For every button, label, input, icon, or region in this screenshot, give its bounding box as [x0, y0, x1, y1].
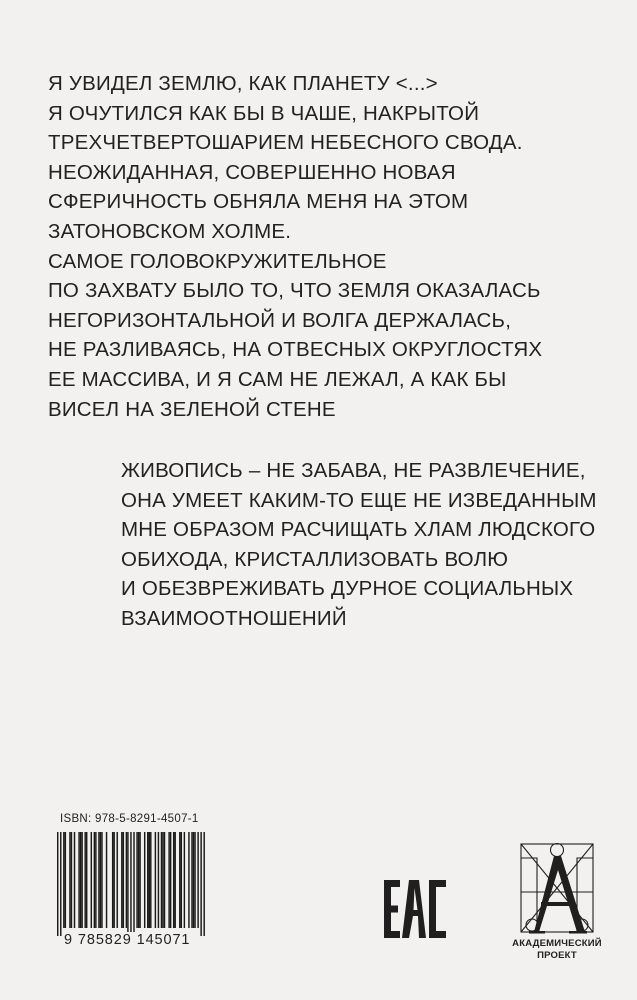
barcode-bar — [133, 832, 134, 936]
barcode-bar — [117, 832, 118, 928]
quote-line: СФЕРИЧНОСТЬ ОБНЯЛА МЕНЯ НА ЭТОМ — [48, 190, 469, 214]
barcode-bar — [168, 832, 169, 928]
barcode-bar — [147, 832, 148, 928]
barcode-bar — [173, 832, 174, 928]
barcode-bar — [74, 832, 75, 928]
barcode-bar — [60, 832, 61, 936]
quote-line: ЕЕ МАССИВА, И Я САМ НЕ ЛЕЖАЛ, А КАК БЫ — [48, 367, 507, 391]
barcode-bar — [162, 832, 163, 928]
barcode-bar — [191, 832, 192, 928]
quote-line: ВИСЕЛ НА ЗЕЛЕНОЙ СТЕНЕ — [48, 397, 336, 421]
quote-line: ОНА УМЕЕТ КАКИМ-ТО ЕЩЕ НЕ ИЗВЕДАННЫМ — [121, 488, 597, 512]
quote-block-1 — [48, 69, 542, 424]
barcode-bar — [81, 832, 82, 928]
barcode-bar — [113, 832, 114, 928]
barcode-icon — [57, 832, 205, 936]
barcode-bar — [164, 832, 165, 928]
quote-line: НЕГОРИЗОНТАЛЬНОЙ И ВОЛГА ДЕРЖАЛАСЬ, — [48, 308, 512, 332]
barcode-bar — [71, 832, 72, 928]
publisher-name-line-2: ПРОЕКТ — [537, 950, 577, 961]
publisher-name-line-1: АКАДЕМИЧЕСКИЙ — [512, 938, 602, 949]
eac-certification-icon — [384, 880, 446, 938]
barcode-bar — [69, 832, 70, 928]
barcode-bar — [200, 832, 201, 936]
barcode-bar — [150, 832, 151, 928]
barcode-bar — [106, 832, 107, 928]
barcode-bar — [112, 832, 113, 928]
barcode-digits: 9 785829 145071 — [64, 932, 191, 948]
barcode-bar — [57, 832, 58, 936]
barcode-bar — [144, 832, 145, 928]
barcode-bar — [78, 832, 79, 928]
barcode-bar — [161, 832, 162, 928]
barcode-bar — [65, 832, 66, 928]
barcode-bar — [188, 832, 189, 928]
barcode-bar — [138, 832, 139, 928]
barcode-bar — [94, 832, 95, 928]
barcode-bar — [80, 832, 81, 928]
barcode-bar — [100, 832, 101, 928]
quote-line: МНЕ ОБРАЗОМ РАСЧИЩАТЬ ХЛАМ ЛЮДСКОГО — [121, 518, 596, 542]
barcode-bar — [203, 832, 204, 936]
barcode-bar — [123, 832, 124, 928]
barcode-bar — [194, 832, 195, 928]
quote-line: НЕ РАЗЛИВАЯСЬ, НА ОТВЕСНЫХ ОКРУГЛОСТЯХ — [48, 338, 543, 362]
barcode-bar — [193, 832, 194, 928]
barcode-bar — [63, 832, 64, 928]
isbn-label: ISBN: 978-5-8291-4507-1 — [60, 813, 199, 825]
publisher-logo — [502, 836, 612, 962]
quote-line: ЖИВОПИСЬ – НЕ ЗАБАВА, НЕ РАЗВЛЕЧЕНИЕ, — [121, 459, 586, 482]
quote-line: ПО ЗАХВАТУ БЫЛО ТО, ЧТО ЗЕМЛЯ ОКАЗАЛАСЬ — [48, 279, 541, 303]
barcode-bar — [130, 832, 131, 936]
quote-line: И ОБЕЗВРЕЖИВАТЬ ДУРНОЕ СОЦИАЛЬНЫХ — [121, 577, 574, 601]
barcode-bar — [101, 832, 102, 928]
quote-line: ВЗАИМООТНОШЕНИЙ — [121, 606, 347, 630]
barcode-bar — [155, 832, 156, 928]
quote-line: Я ОЧУТИЛСЯ КАК БЫ В ЧАШЕ, НАКРЫТОЙ — [48, 101, 480, 125]
barcode-bar — [139, 832, 140, 928]
barcode-bar — [126, 832, 127, 928]
quote-line: ЗАТОНОВСКОМ ХОЛМЕ. — [48, 219, 292, 243]
quote-line: ТРЕХЧЕТВЕРТОШАРИЕМ НЕБЕСНОГО СВОДА. — [48, 131, 523, 155]
barcode-bar — [174, 832, 175, 928]
barcode-bar — [136, 832, 137, 928]
academic-project-logo-icon — [511, 836, 603, 938]
barcode-bar — [84, 832, 85, 928]
barcode-bar — [149, 832, 150, 928]
barcode-bar — [127, 832, 128, 936]
quote-line: Я УВИДЕЛ ЗЕМЛЮ, КАК ПЛАНЕТУ <...> — [48, 72, 438, 95]
barcode-bar — [197, 832, 198, 928]
quote-line: САМОЕ ГОЛОВОКРУЖИТЕЛЬНОЕ — [48, 249, 387, 273]
barcode-bar — [158, 832, 159, 928]
barcode-bar — [98, 832, 99, 928]
quote-line: ОБИХОДА, КРИСТАЛЛИЗОВАТЬ ВОЛЮ — [121, 547, 509, 571]
barcode-bar — [179, 832, 180, 928]
barcode-bar — [121, 832, 122, 928]
quote-block-2 — [121, 456, 597, 634]
barcode-bar — [91, 832, 92, 928]
barcode-bar — [95, 832, 96, 928]
barcode-bar — [170, 832, 171, 928]
barcode-bar — [181, 832, 182, 928]
barcode-bar — [86, 832, 87, 928]
quote-line: НЕОЖИДАННАЯ, СОВЕРШЕННО НОВАЯ — [48, 160, 456, 184]
barcode-bar — [184, 832, 185, 928]
